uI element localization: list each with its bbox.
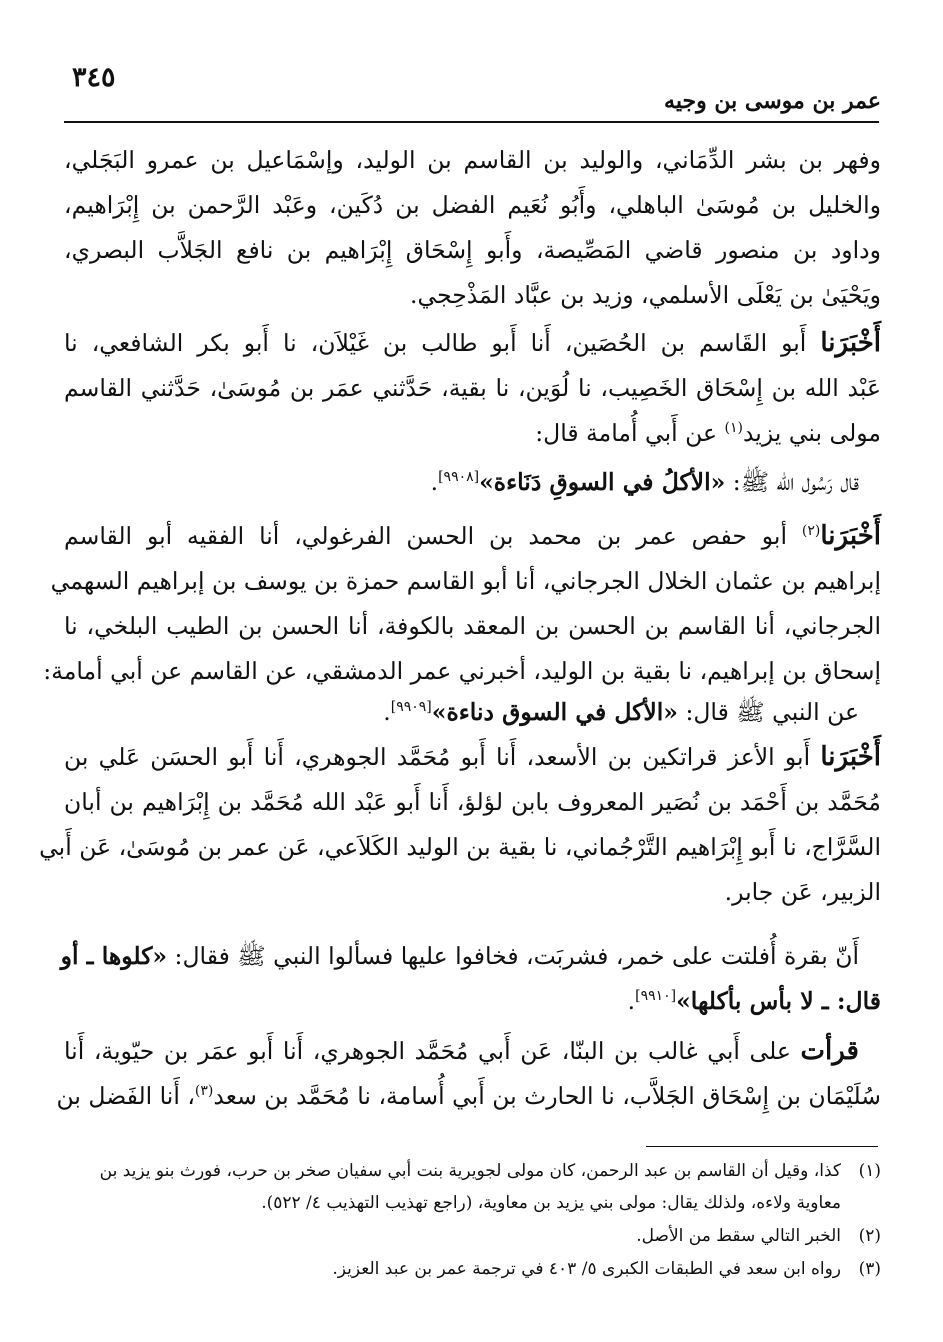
line-text: مُحَمَّد بن أَحْمَد بن نُصَير المعروف بابن لؤلؤ، أَنا أَبو عَبْد الله مُحَمَّد بن إِبْرَاهيم بن أبان <box>64 788 881 816</box>
keyword: أَخْبَرَنا <box>820 521 881 551</box>
line-text: الزبير، عَن جابر. <box>724 878 881 906</box>
footnote <box>64 1155 881 1219</box>
reference-marker: [٩٩٠٩] <box>390 699 432 716</box>
footnote-line <box>64 1187 881 1219</box>
text-line <box>64 321 881 366</box>
line-text: على أَبي غالب بن البنّا، عَن أَبي مُحَمَّد الجوهري، أَنا أَبو عمَر بن حيّوية، أَنا <box>64 1037 801 1065</box>
line-text: أَبو الأعز قراتكين بن الأسعد، أَنا أَبو مُحَمَّد الجوهري، أَنا أَبو الحسَن عَلي بن <box>64 743 821 771</box>
header-rule <box>64 121 879 123</box>
line-text: أَنّ بقرة أُفلتت على خمر، فشربَت، فخافوا عليها فسألوا النبي ﷺ فقال: <box>167 942 859 970</box>
line-text: قال رَسُول الله ﷺ: <box>725 468 859 496</box>
text-line <box>64 460 881 505</box>
line-text: إبراهيم بن عثمان الخلال الجرجاني، أنا أبو القاسم حمزة بن يوسف بن إبراهيم السهمي <box>50 567 881 595</box>
text-line <box>64 411 881 456</box>
line-text: ويَحْيَىٰ بن يَعْلَى الأسلمي، وزيد بن عبَّاد المَذْحِجي. <box>410 281 881 309</box>
text-line <box>64 1029 881 1074</box>
text-line <box>64 780 881 825</box>
reference-marker: (٣) <box>194 1083 214 1100</box>
line-text: أبو حفص عمر بن محمد بن الحسن الفرغولي، أنا الفقيه أبو القاسم <box>64 522 802 550</box>
line-text: عن النبي ﷺ قال: <box>677 698 859 726</box>
line-text: ، أَنا الفَضل بن <box>56 1082 195 1110</box>
text-line <box>56 1074 881 1119</box>
footnote-line <box>64 1253 881 1285</box>
text-line <box>50 559 881 604</box>
keyword: أَخْبَرَنا <box>820 328 881 358</box>
line-text: . <box>627 987 636 1015</box>
text-line <box>64 690 881 735</box>
hadith-text: «الأكلُ في السوقِ دَنَاءة» <box>479 468 726 496</box>
paragraph <box>64 138 881 318</box>
keyword: أَخْبَرَنا <box>820 742 881 772</box>
text-line <box>64 604 881 649</box>
paragraph <box>64 690 881 735</box>
page-number: ٣٤٥ <box>72 62 116 93</box>
text-line <box>64 514 881 559</box>
hadith-text: «كلوها ـ أو <box>60 942 168 970</box>
paragraph <box>60 934 881 1024</box>
line-text: وفهر بن بشر الدِّمَاني، والوليد بن القاسم بن الوليد، وإسْمَاعيل بن عمرو البَجَلي، <box>64 146 881 174</box>
paragraph <box>39 735 881 915</box>
footnote-text: الخبر التالي سقط من الأصل. <box>636 1226 841 1246</box>
hadith-text: قال: ـ لا بأس بأكلها» <box>676 987 881 1015</box>
footnote <box>64 1253 881 1285</box>
running-title: عمر بن موسى بن وجيه <box>664 88 881 114</box>
text-line <box>64 979 881 1024</box>
footnote-line <box>64 1220 881 1252</box>
text-line <box>64 228 881 273</box>
footnote-text: كذا، وقيل أن القاسم بن عبد الرحمن، كان مولى لجويرية بنت أبي سفيان صخر بن حرب، فورث بنو يزيد بن <box>99 1161 841 1181</box>
footnote-line <box>64 1155 881 1187</box>
line-text: والخليل بن مُوسَىٰ الباهلي، وأَبُو نُعَيم الفضل بن دُكَين، وعَبْد الرَّحمن بن إِبْرَاهيم، <box>64 191 881 219</box>
paragraph <box>64 460 881 505</box>
footnote-text: رواه ابن سعد في الطبقات الكبرى ٥/ ٤٠٣ في ترجمة عمر بن عبد العزيز. <box>332 1259 841 1279</box>
line-text: سُلَيْمَان بن إِسْحَاق الجَلاَّب، نا الحارث بن أَبي أُسامة، نا مُحَمَّد بن سعد <box>213 1082 881 1110</box>
line-text: إسحاق بن إبراهيم، نا بقية بن الوليد، أخبرني عمر الدمشقي، عن القاسم عن أبي أمامة: <box>43 657 881 685</box>
paragraph <box>64 321 881 456</box>
text-line <box>64 870 881 915</box>
text-line <box>64 273 881 318</box>
line-text: الجرجاني، أنا القاسم بن الحسن بن المعقد بالكوفة، أنا الحسن بن الطيب البلخي، نا <box>64 612 881 640</box>
paragraph <box>56 1029 881 1119</box>
footnote-text: معاوية ولاءه، ولذلك يقال: مولى بني يزيد بن معاوية، (راجع تهذيب التهذيب ٤/ ٥٢٢). <box>261 1193 841 1213</box>
line-text: مولى بني يزيد <box>742 419 881 447</box>
paragraph <box>43 514 881 694</box>
text-line <box>60 934 881 979</box>
text-line <box>64 183 881 228</box>
text-line <box>43 649 881 694</box>
line-text: . <box>430 468 439 496</box>
footnote-rule <box>646 1146 878 1147</box>
line-text: عَبْد الله بن إِسْحَاق الخَصِيب، نا لُوَين، نا بقية، حَدَّثني عمَر بن مُوسَىٰ، حَدَّثني القاسم <box>64 374 881 402</box>
reference-marker: [٩٩٠٨] <box>438 469 480 486</box>
reference-marker: (١) <box>724 420 743 437</box>
hadith-text: «الأكل في السوق دناءة» <box>431 698 678 726</box>
text-line <box>39 825 881 870</box>
keyword: قرأت <box>800 1036 859 1066</box>
footnote-number: (٢) <box>858 1226 881 1246</box>
line-text: أَبو القَاسم بن الحُصَين، أَنا أَبو طالب بن غَيْلاَن، نا أَبو بكر الشافعي، نا <box>64 329 821 357</box>
text-line <box>64 138 881 183</box>
text-line <box>64 366 881 411</box>
footnote <box>64 1220 881 1252</box>
line-text: وداود بن منصور قاضي المَصِّيصة، وأَبو إِسْحَاق إِبْرَاهيم بن نافع الجَلاَّب البصري، <box>64 236 881 264</box>
line-text: السَّرَّاج، نا أَبو إِبْرَاهيم التَّرْجُماني، نا بقية بن الوليد الكَلاَعي، عَن عمر بن مُوسَىٰ، عَن أَبي <box>39 833 881 861</box>
text-line <box>64 735 881 780</box>
footnote-marker: (٢) <box>801 523 821 540</box>
footnote-number: (١) <box>858 1161 881 1181</box>
line-text: . <box>383 698 391 726</box>
reference-marker: [٩٩١٠] <box>635 988 677 1005</box>
line-text: عن أَبي أُمامة قال: <box>535 419 725 447</box>
footnote-number: (٣) <box>858 1259 881 1279</box>
